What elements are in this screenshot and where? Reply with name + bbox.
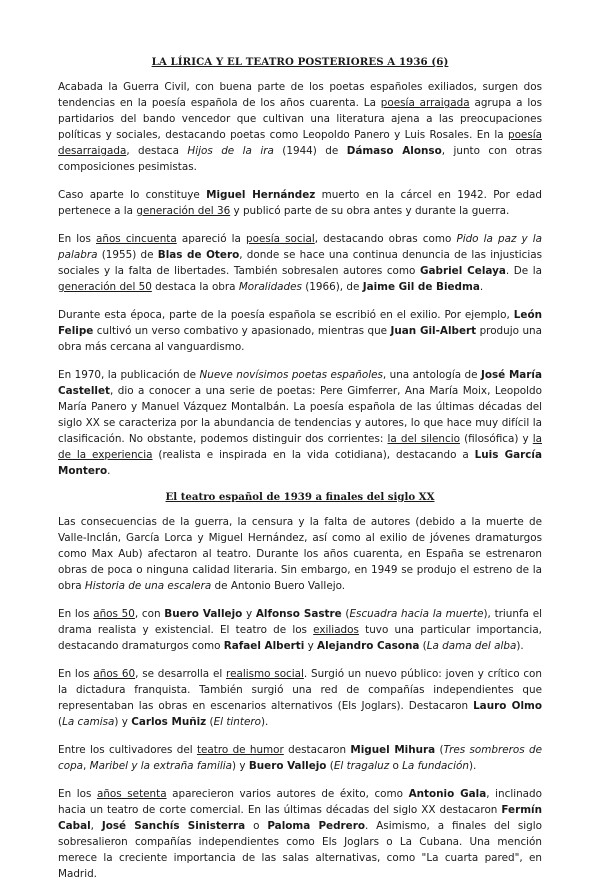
text-run: En los — [58, 788, 97, 800]
text-run: , destacando obras como — [314, 233, 457, 245]
text-run: Durante esta época, parte de la poesía española se escribió en el exilio. Por ejemplo, — [58, 309, 514, 321]
text-run: tuvo una particular importancia, destacando dramaturgos como — [58, 624, 542, 652]
text-run: y publicó parte de su obra antes y durante la guerra. — [230, 205, 510, 217]
text-run: apareció la — [176, 233, 246, 245]
work-title: Pido la paz y la palabra — [58, 233, 542, 261]
author-name: Fermín Cabal — [58, 804, 542, 832]
paragraph — [58, 231, 542, 295]
text-run: destacaron — [283, 744, 351, 756]
text-run: y — [304, 640, 318, 652]
text-run: de Antonio Buero Vallejo. — [211, 580, 346, 592]
text-run: Caso aparte lo constituye — [58, 189, 207, 201]
text-run: ). — [516, 640, 524, 652]
underlined-term: generación del 50 — [58, 281, 152, 293]
paragraph — [58, 514, 542, 594]
text-run: ). — [261, 716, 269, 728]
paragraph — [58, 307, 542, 355]
paragraph — [58, 786, 542, 882]
text-run: Entre los cultivadores del — [58, 744, 197, 756]
text-run: En los — [58, 668, 94, 680]
text-run: ) y — [232, 760, 249, 772]
work-title: Hijos de la ira — [187, 145, 274, 157]
underlined-term: la de la experiencia — [58, 433, 543, 461]
author-name: Luis García Montero — [58, 449, 542, 477]
text-run: . Surgió un nuevo público: joven y crítico con la dictadura franquista. También surgió una red de compañías independientes que representaban las obras en escenarios alternativos (Els Joglars). Destacaron — [58, 668, 543, 712]
text-run: ( — [206, 716, 214, 728]
author-name: Miguel Hernández — [206, 189, 316, 201]
author-name: Gabriel Celaya — [419, 265, 506, 277]
underlined-term: años setenta — [96, 788, 167, 800]
text-run: y — [242, 608, 256, 620]
text-run: , con — [134, 608, 165, 620]
author-name: Rafael Alberti — [223, 640, 305, 652]
text-run: o — [245, 820, 268, 832]
work-title: Moralidades — [238, 281, 302, 293]
author-name: Carlos Muñiz — [131, 716, 207, 728]
text-run: , donde se hace una continua denuncia de las injusticias sociales y la falta de libertades. También sobresalen autores como — [58, 249, 542, 277]
text-run: , — [83, 760, 90, 772]
text-run: . Asimismo, a finales del siglo sobresalieron compañías independientes como Els Joglars o La Cubana. Una mención merece la creciente importancia de las salas alternativas, como "La cuarta pared", en Madrid. — [58, 820, 542, 880]
author-name: Juan Gil-Albert — [390, 325, 477, 337]
text-run: produjo una obra más cercana al vanguardismo. — [58, 325, 542, 353]
text-run: En los — [58, 608, 94, 620]
author-name: Alejandro Casona — [317, 640, 420, 652]
text-run: destaca la obra — [151, 281, 239, 293]
work-title: Historia de una escalera — [84, 580, 212, 592]
work-title: La camisa — [62, 716, 115, 728]
work-title: La fundación — [402, 760, 469, 772]
text-run: (realista e inspirada en la vida cotidiana), destacando a — [152, 449, 475, 461]
work-title: Escuadra hacia la muerte — [349, 608, 484, 620]
text-run: . — [479, 281, 484, 293]
text-run: (1955) de — [97, 249, 158, 261]
author-name: Jaime Gil de Biedma — [362, 281, 480, 293]
text-run: , — [90, 820, 102, 832]
text-run: ), triunfa el drama realista y existencial. El teatro de los — [58, 608, 542, 636]
underlined-term: poesía social — [246, 233, 315, 245]
paragraph — [58, 606, 542, 654]
text-run: , destaca — [126, 145, 188, 157]
paragraph — [58, 187, 542, 219]
text-run: , dio a conocer a una serie de poetas: Pere Gimferrer, Ana María Moix, Leopoldo María Panero y Manuel Vázquez Montalbán. La poesía española de las últimas décadas del siglo XX se caracteriza por la abundancia de tendencias y autores, lo que hace muy difícil la clasificación. No obstante, podemos distinguir dos corrientes: — [58, 385, 542, 445]
author-name: Buero Vallejo — [164, 608, 243, 620]
work-title: Nueve novísimos poetas españoles — [199, 369, 383, 381]
author-name: Paloma Pedrero — [267, 820, 365, 832]
text-run: Las consecuencias de la guerra, la censura y la falta de autores (debido a la muerte de Valle-Inclán, García Lorca y Miguel Hernández, así como al exilio de jóvenes dramaturgos como Max Aub) afectaron al teatro. Durante los años cuarenta, en España se estrenaron obras de poca o ninguna calidad literaria. Sin embargo, en 1949 se produjo el estreno de la obra — [58, 516, 542, 592]
underlined-term: exiliados — [313, 624, 359, 636]
text-run: ) y — [114, 716, 132, 728]
text-run: ( — [435, 744, 444, 756]
text-run: (1944) de — [273, 145, 347, 157]
author-name: Blas de Otero — [157, 249, 240, 261]
text-run: En 1970, la publicación de — [58, 369, 200, 381]
text-run: ( — [419, 640, 427, 652]
underlined-term: realismo social — [226, 668, 304, 680]
text-run: Acabada la Guerra Civil, con buena parte de los poetas españoles exiliados, surgen dos tendencias en la poesía española de los años cuarenta. La — [58, 81, 542, 109]
text-run: . — [107, 465, 111, 477]
underlined-term: años 60 — [93, 668, 136, 680]
author-name: Alfonso Sastre — [255, 608, 342, 620]
underlined-term: años cincuenta — [96, 233, 177, 245]
text-run: , se desarrolla el — [135, 668, 227, 680]
paragraph — [58, 742, 542, 774]
work-title: La dama del alba — [426, 640, 517, 652]
author-name: Buero Vallejo — [248, 760, 327, 772]
text-run: muerto en la cárcel en 1942. Por edad pertenece a la — [58, 189, 543, 217]
work-title: Maribel y la extraña familia — [89, 760, 233, 772]
author-name: León Felipe — [58, 309, 542, 337]
text-run: ( — [58, 716, 63, 728]
author-name: Dámaso Alonso — [346, 145, 442, 157]
underlined-term: teatro de humor — [196, 744, 284, 756]
text-run: . De la — [505, 265, 542, 277]
author-name: Antonio Gala — [408, 788, 487, 800]
text-run: , una antología de — [382, 369, 481, 381]
text-run: (filosófica) y — [459, 433, 533, 445]
author-name: José María Castellet — [58, 369, 542, 397]
underlined-term: poesía desarraigada — [58, 129, 542, 157]
paragraph — [58, 666, 542, 730]
text-run: En los — [58, 233, 96, 245]
underlined-term: la del silencio — [387, 433, 460, 445]
author-name: Lauro Olmo — [473, 700, 542, 712]
page-title: LA LÍRICA Y EL TEATRO POSTERIORES A 1936 (6) — [151, 56, 449, 68]
text-run: (1966), de — [301, 281, 363, 293]
text-run: aparecieron varios autores de éxito, como — [166, 788, 409, 800]
work-title: El tragaluz — [333, 760, 390, 772]
text-run: , junto con otras composiciones pesimistas. — [58, 145, 542, 173]
text-run: ( — [341, 608, 350, 620]
text-run: agrupa a los partidarios del bando vencedor que cultivan una literatura ajena a las preocupaciones políticas y sociales, destacando poetas como Leopoldo Panero y Luis Rosales. En la — [58, 97, 542, 141]
text-run: cultivó un verso combativo y apasionado, mientras que — [93, 325, 391, 337]
text-run: ). — [468, 760, 477, 772]
text-run: ( — [326, 760, 334, 772]
section-heading: El teatro español de 1939 a finales del siglo XX — [165, 491, 435, 503]
paragraph — [58, 367, 542, 479]
underlined-term: años 50 — [93, 608, 135, 620]
author-name: José Sanchís Sinisterra — [101, 820, 246, 832]
underlined-term: poesía arraigada — [380, 97, 470, 109]
work-title: Tres sombreros de copa — [58, 744, 542, 772]
text-run: o — [389, 760, 403, 772]
text-run: , inclinado hacia un teatro de corte comercial. En las últimas décadas del siglo XX destacaron — [58, 788, 542, 816]
underlined-term: generación del 36 — [136, 205, 231, 217]
work-title: El tintero — [213, 716, 261, 728]
paragraph — [58, 79, 542, 175]
author-name: Miguel Mihura — [350, 744, 436, 756]
